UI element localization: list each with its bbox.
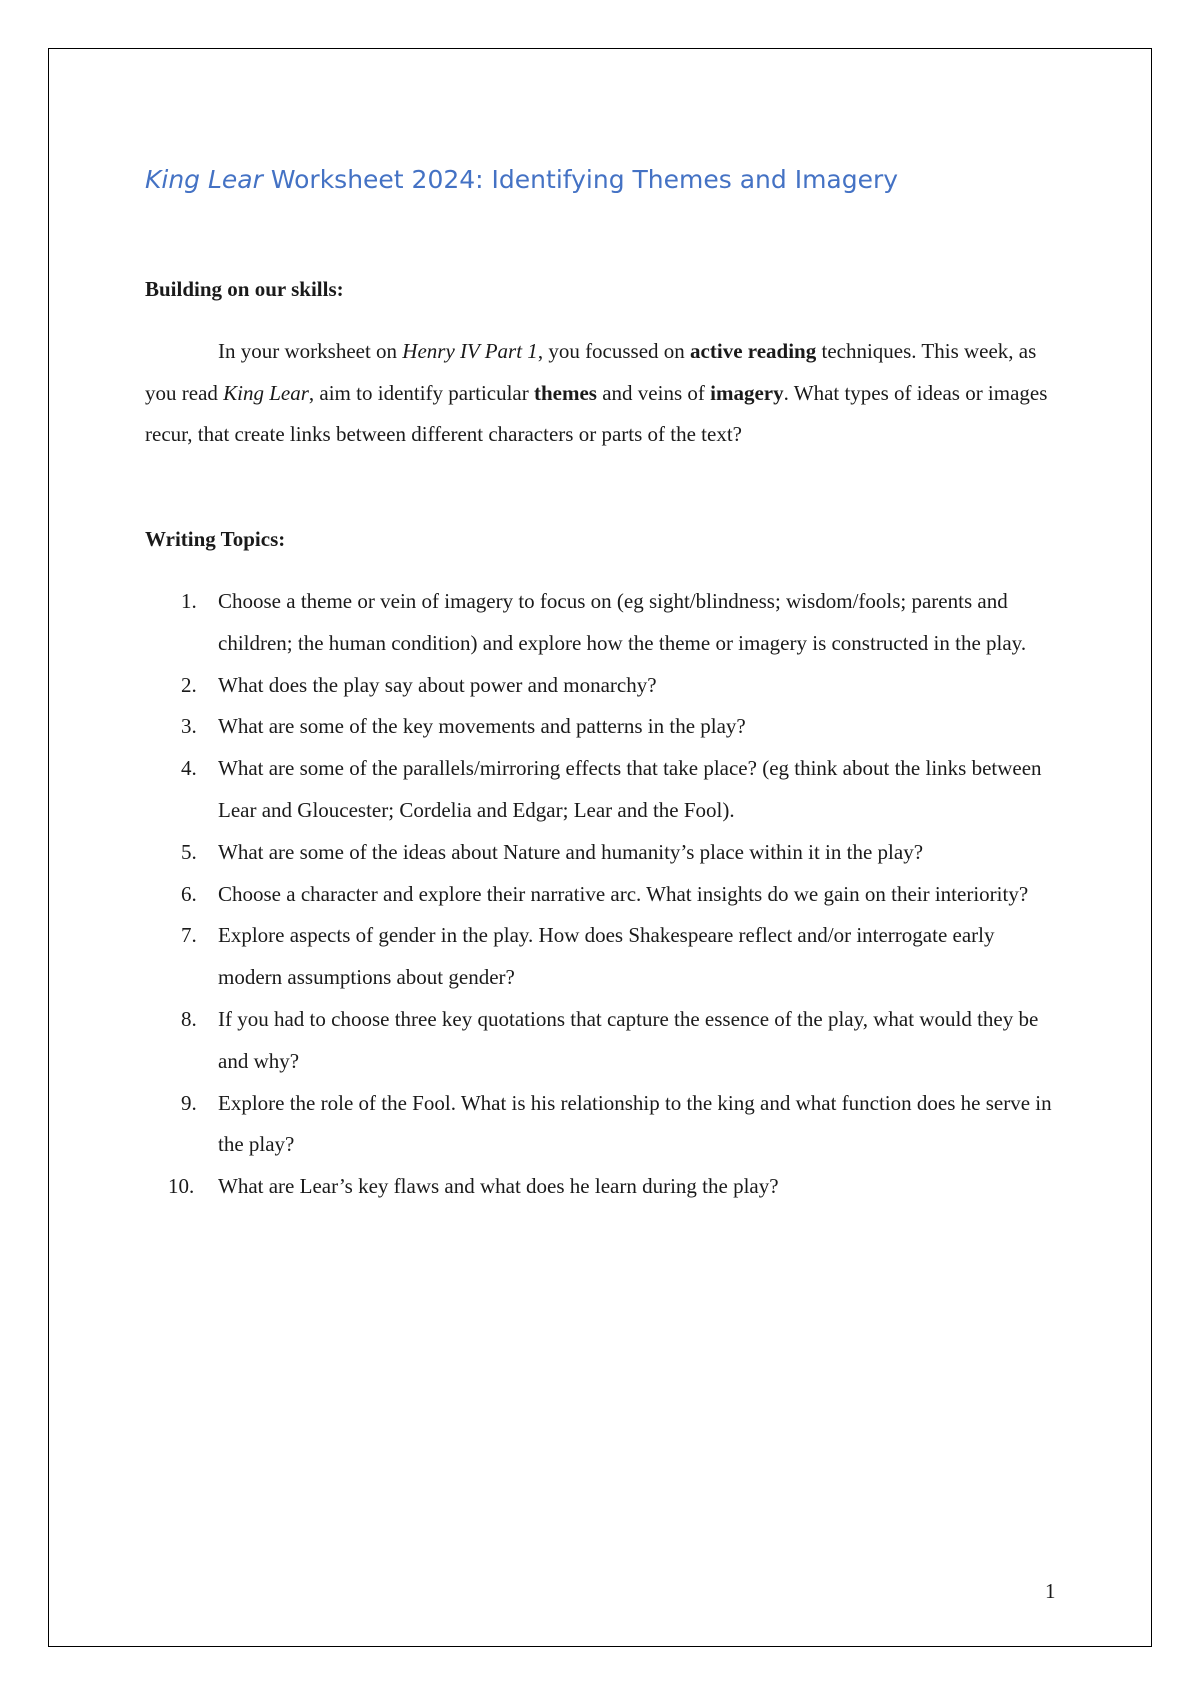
intro-strong: themes	[534, 380, 597, 405]
topic-text: What are Lear’s key flaws and what does he learn during the play?	[218, 1174, 779, 1199]
title-rest: Worksheet 2024: Identifying Themes and Imagery	[262, 165, 899, 194]
topic-number: 1.	[181, 589, 197, 613]
topic-text: What are some of the ideas about Nature and humanity’s place within it in the play?	[218, 839, 924, 864]
intro-text: and veins of	[596, 380, 711, 405]
topic-number: 4.	[181, 756, 197, 781]
topic-number: 7.	[181, 923, 197, 948]
intro-paragraph	[145, 331, 1060, 456]
topic-text: Explore the role of the Fool. What is his relationship to the king and what function does he serve in the play?	[218, 1090, 1052, 1157]
topic-number: 5.	[181, 839, 197, 864]
intro-emphasis: Henry IV Part 1	[402, 339, 538, 363]
intro-text: . What types of ideas or images recur, that create links between different characters or parts of the text?	[145, 380, 1048, 446]
topic-item	[145, 706, 1060, 748]
topic-number: 2.	[181, 672, 197, 697]
topic-item	[145, 999, 1060, 1083]
topic-item	[145, 665, 1060, 707]
topic-number: 9.	[181, 1090, 197, 1115]
section-heading-writing-topics: Writing Topics:	[145, 527, 286, 551]
topic-item	[145, 1166, 1060, 1208]
topic-text: If you had to choose three key quotations that capture the essence of the play, what would they be and why?	[218, 1006, 1039, 1073]
topic-number: 3.	[181, 714, 197, 739]
intro-strong: imagery	[710, 380, 784, 405]
topic-item	[145, 748, 1060, 832]
title-play-name: King Lear	[145, 165, 263, 194]
topic-text: Choose a character and explore their narrative arc. What insights do we gain on their interiority?	[218, 881, 1029, 906]
topic-number: 10.	[168, 1174, 195, 1199]
topic-text: Explore aspects of gender in the play. How does Shakespeare reflect and/or interrogate early modern assumptions about gender?	[218, 923, 995, 990]
page-number: 1	[1045, 1579, 1056, 1603]
topic-text: Choose a theme or vein of imagery to focus on (eg sight/blindness; wisdom/fools; parents and children; the human condition) and explore how the theme or imagery is constructed in the play.	[218, 589, 1027, 655]
topic-item	[145, 915, 1060, 999]
intro-text: , you focussed on	[537, 339, 691, 363]
intro-emphasis: King Lear	[223, 380, 309, 405]
topic-text: What are some of the key movements and patterns in the play?	[218, 714, 746, 739]
topic-item	[145, 832, 1060, 874]
intro-text: techniques. This week, as you read	[145, 339, 1037, 405]
topic-number: 8.	[181, 1006, 197, 1031]
intro-text: , aim to identify particular	[308, 380, 534, 405]
topic-item	[145, 874, 1060, 916]
topic-item	[145, 1083, 1060, 1167]
writing-topics-list	[145, 581, 1060, 1208]
topic-number: 6.	[181, 881, 197, 906]
topic-text: What does the play say about power and monarchy?	[218, 672, 657, 697]
topic-text: What are some of the parallels/mirroring effects that take place? (eg think about the links between Lear and Gloucester; Cordelia and Edgar; Lear and the Fool).	[218, 756, 1042, 822]
section-heading-building-skills: Building on our skills:	[145, 277, 344, 301]
intro-strong: active reading	[690, 339, 817, 363]
intro-text: In your worksheet on	[218, 339, 403, 363]
topic-item	[145, 581, 1060, 665]
worksheet-title	[145, 160, 1075, 200]
